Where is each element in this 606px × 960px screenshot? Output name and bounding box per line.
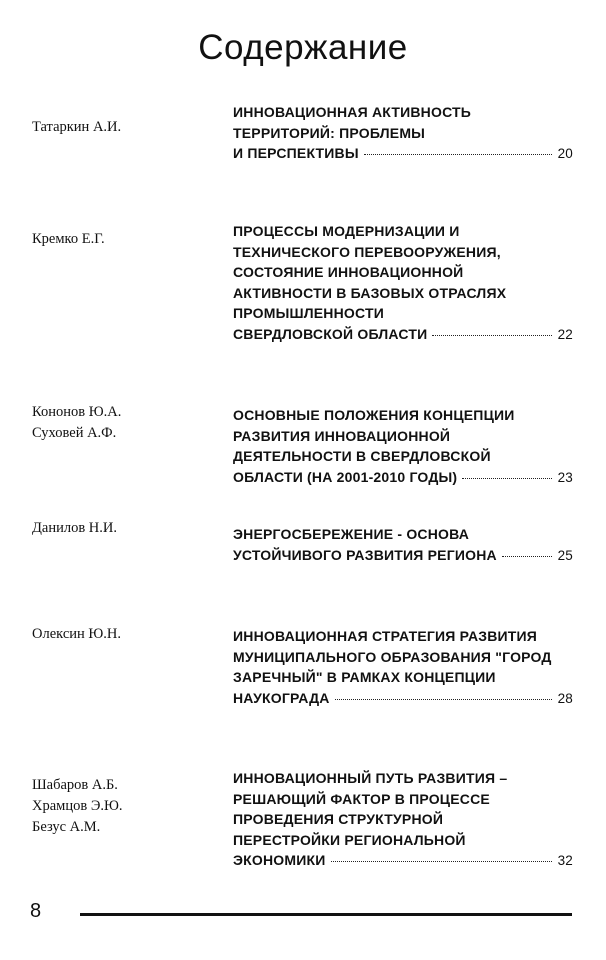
author-name: Суховей А.Ф.: [32, 425, 117, 441]
author-name: Храмцов Э.Ю.: [32, 798, 123, 814]
author-name: Безус А.М.: [32, 819, 101, 835]
page-title: Содержание: [198, 28, 408, 67]
entry-title-line: ПРОЦЕССЫ МОДЕРНИЗАЦИИ И: [233, 223, 460, 239]
dot-leader: [335, 698, 552, 700]
entry-title-line: ИННОВАЦИОННЫЙ ПУТЬ РАЗВИТИЯ –: [233, 770, 508, 786]
entry-title-line: СВЕРДЛОВСКОЙ ОБЛАСТИ: [233, 325, 428, 342]
entry-title-line: РАЗВИТИЯ ИННОВАЦИОННОЙ: [233, 427, 451, 444]
entry-title-last-line: [233, 467, 573, 489]
entry-title-line: ЗАРЕЧНЫЙ" В РАМКАХ КОНЦЕПЦИИ: [233, 669, 496, 685]
entry-title-line: ИННОВАЦИОННАЯ СТРАТЕГИЯ РАЗВИТИЯ: [233, 628, 538, 644]
entry-title: [233, 102, 573, 165]
footer-rule: [80, 913, 572, 916]
entry-title-line: ПЕРЕСТРОЙКИ РЕГИОНАЛЬНОЙ: [233, 831, 466, 848]
entry-title-line: ПРОВЕДЕНИЯ СТРУКТУРНОЙ: [233, 811, 444, 827]
entry-page-number: 25: [557, 547, 573, 563]
entry-title: [233, 405, 573, 488]
entry-title-line: ПРОМЫШЛЕННОСТИ: [233, 305, 384, 321]
entry-title-line: ИННОВАЦИОННАЯ АКТИВНОСТЬ: [233, 104, 472, 120]
entry-title-last-line: [233, 850, 573, 872]
entry-authors: [32, 624, 121, 645]
entry-title-last-line: [233, 688, 573, 710]
dot-leader: [462, 477, 551, 479]
entry-title: [233, 524, 573, 566]
entry-title-line: НАУКОГРАДА: [233, 689, 330, 706]
entry-title: [233, 626, 573, 709]
entry-title-line: СОСТОЯНИЕ ИННОВАЦИОННОЙ: [233, 264, 464, 280]
entry-title-line: ОБЛАСТИ (НА 2001-2010 ГОДЫ): [233, 468, 458, 485]
author-name: Татаркин А.И.: [32, 119, 122, 135]
entry-authors: [32, 229, 105, 250]
entry-title-line: ОСНОВНЫЕ ПОЛОЖЕНИЯ КОНЦЕПЦИИ: [233, 407, 515, 423]
dot-leader: [364, 153, 552, 155]
entry-authors: [32, 402, 121, 444]
entry-authors: [32, 518, 117, 539]
entry-title-line: АКТИВНОСТИ В БАЗОВЫХ ОТРАСЛЯХ: [233, 284, 507, 301]
entry-title-line: ДЕЯТЕЛЬНОСТИ В СВЕРДЛОВСКОЙ: [233, 448, 491, 464]
dot-leader: [502, 555, 552, 557]
author-name: Кононов Ю.А.: [32, 404, 122, 420]
entry-title-line: ТЕХНИЧЕСКОГО ПЕРЕВООРУЖЕНИЯ,: [233, 243, 501, 260]
entry-title: [233, 221, 573, 345]
entry-title-line: УСТОЙЧИВОГО РАЗВИТИЯ РЕГИОНА: [233, 546, 497, 563]
entry-title-last-line: [233, 324, 573, 346]
entry-authors: [32, 775, 123, 838]
dot-leader: [331, 860, 552, 862]
author-name: Кремко Е.Г.: [32, 231, 105, 247]
entry-title: [233, 768, 573, 872]
entry-page-number: 28: [557, 690, 573, 706]
entry-page-number: 22: [557, 326, 573, 342]
entry-page-number: 20: [557, 146, 573, 161]
entry-title-last-line: [233, 143, 573, 165]
entry-title-line: ЭНЕРГОСБЕРЕЖЕНИЕ - ОСНОВА: [233, 526, 470, 542]
entry-title-line: ЭКОНОМИКИ: [233, 852, 326, 868]
entry-page-number: 32: [557, 853, 573, 868]
author-name: Шабаров А.Б.: [32, 777, 118, 793]
author-name: Олексин Ю.Н.: [32, 626, 122, 642]
dot-leader: [432, 334, 551, 336]
entry-title-line: РЕШАЮЩИЙ ФАКТОР В ПРОЦЕССЕ: [233, 790, 490, 807]
entry-title-line: ТЕРРИТОРИЙ: ПРОБЛЕМЫ: [233, 124, 426, 141]
entry-title-line: МУНИЦИПАЛЬНОГО ОБРАЗОВАНИЯ "ГОРОД: [233, 648, 552, 665]
entry-title-last-line: [233, 545, 573, 567]
author-name: Данилов Н.И.: [32, 520, 117, 536]
entry-page-number: 23: [557, 469, 573, 485]
entry-authors: [32, 117, 121, 138]
entry-title-line: И ПЕРСПЕКТИВЫ: [233, 145, 359, 161]
page-number: 8: [30, 900, 42, 922]
